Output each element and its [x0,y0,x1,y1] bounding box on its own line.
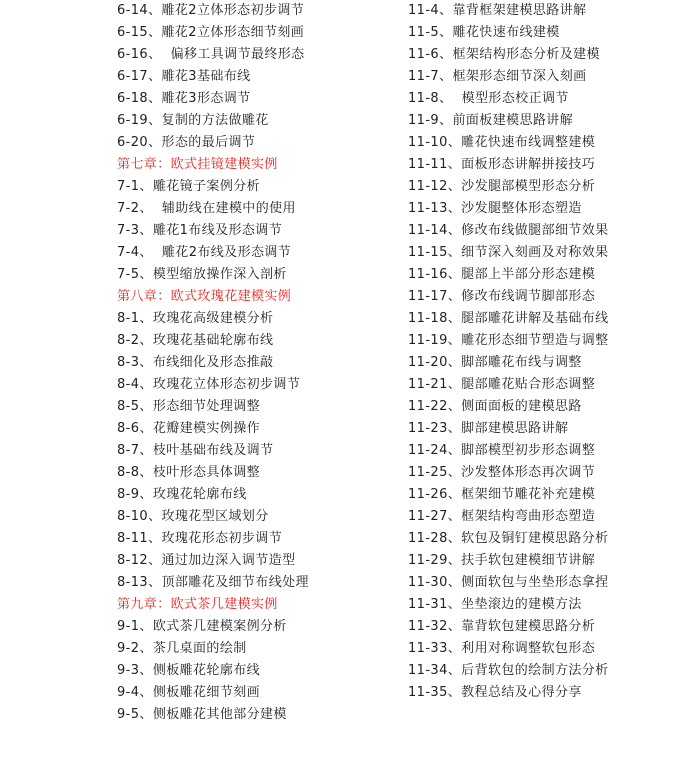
lesson-item: 7-5、模型缩放操作深入剖析 [117,267,287,282]
lesson-item: 6-15、雕花2立体形态细节刻画 [117,25,305,40]
lesson-item: 11-29、扶手软包建模细节讲解 [408,553,596,568]
lesson-item: 8-1、玫瑰花高级建模分析 [117,311,274,326]
lesson-item: 11-33、利用对称调整软包形态 [408,641,596,656]
lesson-item: 11-31、坐垫滚边的建模方法 [408,597,582,612]
lesson-item: 11-27、框架结构弯曲形态塑造 [408,509,596,524]
lesson-item: 11-20、脚部雕花布线与调整 [408,355,582,370]
lesson-item: 11-13、沙发腿整体形态塑造 [408,201,582,216]
lesson-item: 11-30、侧面软包与坐垫形态拿捏 [408,575,609,590]
lesson-item: 11-32、靠背软包建模思路分析 [408,619,596,634]
lesson-item: 9-1、欧式茶几建模案例分析 [117,619,287,634]
lesson-item: 7-1、雕花镜子案例分析 [117,179,261,194]
lesson-item: 11-6、框架结构形态分析及建模 [408,47,600,62]
lesson-item: 11-11、面板形态讲解拼接技巧 [408,157,596,172]
lesson-item: 11-9、前面板建模思路讲解 [408,113,574,128]
lesson-item: 7-3、雕花1布线及形态调节 [117,223,283,238]
lesson-item: 11-25、沙发整体形态再次调节 [408,465,596,480]
chapter-heading: 第七章：欧式挂镜建模实例 [117,157,278,172]
lesson-item: 11-21、腿部雕花贴合形态调整 [408,377,596,392]
lesson-item: 11-26、框架细节雕花补充建模 [408,487,596,502]
lesson-item: 6-16、 偏移工具调节最终形态 [117,47,305,62]
lesson-item: 6-17、雕花3基础布线 [117,69,251,84]
lesson-item: 11-19、雕花形态细节塑造与调整 [408,333,609,348]
lesson-item: 11-15、细节深入刻画及对称效果 [408,245,609,260]
lesson-item: 9-4、侧板雕花细节刻画 [117,685,261,700]
lesson-item: 8-8、枝叶形态具体调整 [117,465,261,480]
lesson-item: 8-4、玫瑰花立体形态初步调节 [117,377,301,392]
lesson-item: 11-17、修改布线调节脚部形态 [408,289,596,304]
lesson-item: 8-5、形态细节处理调整 [117,399,261,414]
lesson-item: 11-16、腿部上半部分形态建模 [408,267,596,282]
lesson-item: 11-18、腿部雕花讲解及基础布线 [408,311,609,326]
lesson-item: 11-12、沙发腿部模型形态分析 [408,179,596,194]
lesson-item: 6-14、雕花2立体形态初步调节 [117,3,305,18]
lesson-item: 9-2、茶几桌面的绘制 [117,641,247,656]
lesson-item: 11-34、后背软包的绘制方法分析 [408,663,609,678]
left-column-outline [117,0,397,726]
lesson-item: 7-2、 辅助线在建模中的使用 [117,201,296,216]
lesson-item: 8-10、玫瑰花型区域划分 [117,509,269,524]
lesson-item: 6-19、复制的方法做雕花 [117,113,269,128]
lesson-item: 8-13、顶部雕花及细节布线处理 [117,575,309,590]
lesson-item: 8-6、花瓣建模实例操作 [117,421,261,436]
lesson-item: 9-3、侧板雕花轮廓布线 [117,663,261,678]
lesson-item: 8-9、玫瑰花轮廓布线 [117,487,247,502]
lesson-item: 6-20、形态的最后调节 [117,135,256,150]
lesson-item: 11-7、框架形态细节深入刻画 [408,69,587,84]
lesson-item: 11-23、脚部建模思路讲解 [408,421,569,436]
lesson-item: 8-12、通过加边深入调节造型 [117,553,296,568]
lesson-item: 11-4、靠背框架建模思路讲解 [408,3,587,18]
lesson-item: 11-10、雕花快速布线调整建模 [408,135,596,150]
right-column-outline [408,0,698,704]
lesson-item: 8-3、布线细化及形态推敲 [117,355,274,370]
lesson-item: 11-28、软包及铜钉建模思路分析 [408,531,609,546]
lesson-item: 11-14、修改布线做腿部细节效果 [408,223,609,238]
lesson-item: 8-11、玫瑰花形态初步调节 [117,531,283,546]
lesson-item: 11-8、 模型形态校正调节 [408,91,569,106]
lesson-item: 6-18、雕花3形态调节 [117,91,251,106]
chapter-heading: 第八章：欧式玫瑰花建模实例 [117,289,292,304]
lesson-item: 11-5、雕花快速布线建模 [408,25,560,40]
chapter-heading: 第九章：欧式茶几建模实例 [117,597,278,612]
lesson-item: 8-2、玫瑰花基础轮廓布线 [117,333,274,348]
lesson-item: 9-5、侧板雕花其他部分建模 [117,707,287,722]
lesson-item: 8-7、枝叶基础布线及调节 [117,443,274,458]
lesson-item: 11-24、脚部模型初步形态调整 [408,443,596,458]
lesson-item: 7-4、 雕花2布线及形态调节 [117,245,292,260]
lesson-item: 11-35、教程总结及心得分享 [408,685,582,700]
lesson-item: 11-22、侧面面板的建模思路 [408,399,582,414]
